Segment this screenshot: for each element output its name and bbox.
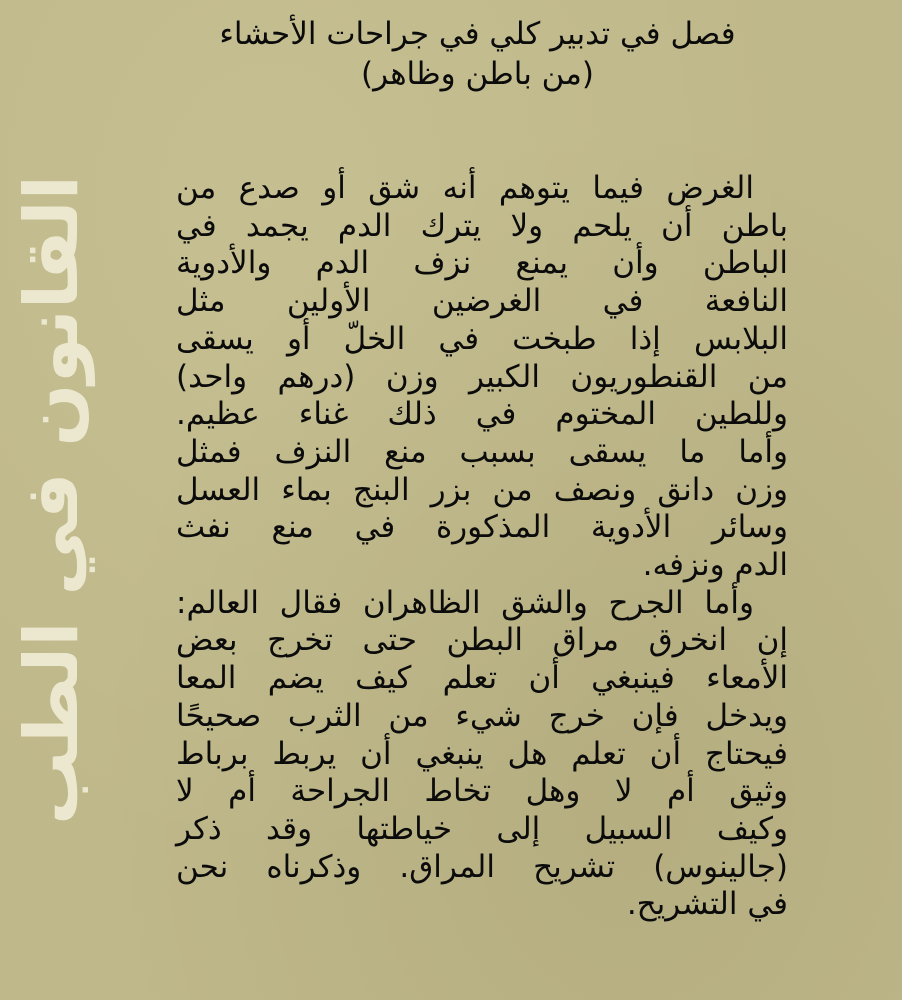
text-line: البلابس إذا طبخت في الخلّ أو يسقى	[176, 320, 788, 357]
text-line: باطن أن يلحم ولا يترك الدم يجمد في	[176, 207, 788, 244]
heading-line-1: فصل في تدبير كلي في جراحات الأحشاء	[219, 16, 736, 52]
text-line: الباطن وأن يمنع نزف الدم والأدوية	[176, 245, 788, 282]
text-line: وأما ما يسقى بسبب منع النزف فمثل	[176, 433, 788, 470]
chapter-heading	[170, 14, 785, 94]
text-line: الدم ونزفه.	[642, 547, 788, 584]
vertical-book-title: القانون في الطب	[9, 175, 95, 825]
text-line: فيحتاج أن تعلم هل ينبغي أن يربط برباط	[176, 735, 788, 772]
body-text	[176, 170, 788, 924]
text-line: وثيق أم لا وهل تخاط الجراحة أم لا	[176, 773, 788, 810]
text-line: النافعة في الغرضين الأولين مثل	[176, 283, 788, 320]
text-line: إن انخرق مراق البطن حتى تخرج بعض	[176, 622, 788, 659]
text-line: الغرض فيما يتوهم أنه شق أو صدع من	[176, 170, 754, 206]
text-line: من القنطوريون الكبير وزن (درهم واحد)	[176, 358, 788, 395]
text-line: الأمعاء فينبغي أن تعلم كيف يضم المعا	[176, 660, 788, 697]
text-line: وكيف السبيل إلى خياطتها وقد ذكر	[176, 810, 788, 847]
text-line: في التشريح.	[626, 886, 788, 923]
text-line: وزن دانق ونصف من بزر البنج بماء العسل	[176, 471, 788, 508]
text-line: (جالينوس) تشريح المراق. وذكرناه نحن	[176, 848, 788, 885]
text-line: وسائر الأدوية المذكورة في منع نفث	[176, 509, 788, 546]
text-line: وللطين المختوم في ذلك غناء عظيم.	[176, 396, 788, 433]
text-line: ويدخل فإن خرج شيء من الثرب صحيحًا	[176, 697, 788, 734]
heading-line-2: (من باطن وظاهر)	[361, 56, 594, 92]
text-line: وأما الجرح والشق الظاهران فقال العالم:	[176, 584, 754, 621]
